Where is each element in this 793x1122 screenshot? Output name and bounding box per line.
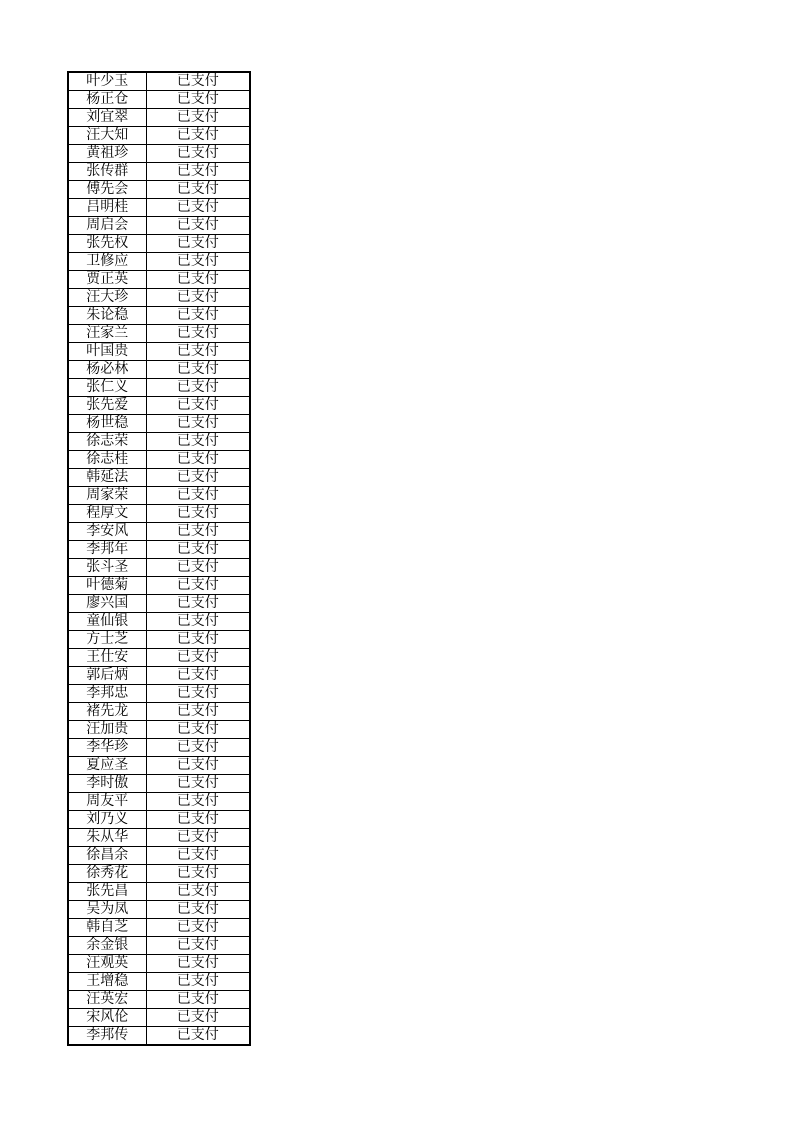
table-row bbox=[68, 1027, 250, 1046]
table-row bbox=[68, 253, 250, 271]
payment-sheet bbox=[67, 71, 249, 1046]
payment-status-cell: 已支付 bbox=[146, 127, 250, 145]
payee-name-cell: 刘宜翠 bbox=[68, 109, 146, 127]
table-row bbox=[68, 667, 250, 685]
table-row bbox=[68, 127, 250, 145]
payee-name-cell: 朱论稳 bbox=[68, 307, 146, 325]
table-row bbox=[68, 793, 250, 811]
table-row bbox=[68, 649, 250, 667]
payment-status-cell: 已支付 bbox=[146, 865, 250, 883]
payee-name-cell: 周启会 bbox=[68, 217, 146, 235]
payee-name-cell: 张先爱 bbox=[68, 397, 146, 415]
table-row bbox=[68, 109, 250, 127]
payment-status-cell: 已支付 bbox=[146, 667, 250, 685]
payment-status-cell: 已支付 bbox=[146, 72, 250, 91]
payment-status-cell: 已支付 bbox=[146, 721, 250, 739]
payment-status-cell: 已支付 bbox=[146, 685, 250, 703]
payment-status-cell: 已支付 bbox=[146, 397, 250, 415]
payment-status-cell: 已支付 bbox=[146, 91, 250, 109]
payee-name-cell: 汪英宏 bbox=[68, 991, 146, 1009]
payee-name-cell: 傅先会 bbox=[68, 181, 146, 199]
payment-status-cell: 已支付 bbox=[146, 739, 250, 757]
payee-name-cell: 张先权 bbox=[68, 235, 146, 253]
table-row bbox=[68, 199, 250, 217]
payment-status-cell: 已支付 bbox=[146, 937, 250, 955]
table-row bbox=[68, 163, 250, 181]
payee-name-cell: 卫修应 bbox=[68, 253, 146, 271]
payee-name-cell: 廖兴国 bbox=[68, 595, 146, 613]
payee-name-cell: 叶少玉 bbox=[68, 72, 146, 91]
payment-status-cell: 已支付 bbox=[146, 379, 250, 397]
table-row bbox=[68, 1009, 250, 1027]
payment-status-cell: 已支付 bbox=[146, 595, 250, 613]
payee-name-cell: 徐昌余 bbox=[68, 847, 146, 865]
payee-name-cell: 张传群 bbox=[68, 163, 146, 181]
table-row bbox=[68, 739, 250, 757]
payee-name-cell: 李时傲 bbox=[68, 775, 146, 793]
payment-status-cell: 已支付 bbox=[146, 253, 250, 271]
payee-name-cell: 徐志桂 bbox=[68, 451, 146, 469]
payee-name-cell: 杨正仓 bbox=[68, 91, 146, 109]
table-row bbox=[68, 919, 250, 937]
table-row bbox=[68, 811, 250, 829]
payment-status-cell: 已支付 bbox=[146, 829, 250, 847]
payment-status-cell: 已支付 bbox=[146, 541, 250, 559]
table-row bbox=[68, 757, 250, 775]
payee-name-cell: 汪大知 bbox=[68, 127, 146, 145]
table-row bbox=[68, 631, 250, 649]
payment-status-cell: 已支付 bbox=[146, 577, 250, 595]
payment-status-cell: 已支付 bbox=[146, 271, 250, 289]
table-row bbox=[68, 541, 250, 559]
payee-name-cell: 叶国贵 bbox=[68, 343, 146, 361]
table-row bbox=[68, 685, 250, 703]
table-row bbox=[68, 91, 250, 109]
payment-status-cell: 已支付 bbox=[146, 181, 250, 199]
payment-status-cell: 已支付 bbox=[146, 199, 250, 217]
payee-name-cell: 李邦年 bbox=[68, 541, 146, 559]
payment-status-cell: 已支付 bbox=[146, 703, 250, 721]
payee-name-cell: 贾正英 bbox=[68, 271, 146, 289]
payee-name-cell: 褚先龙 bbox=[68, 703, 146, 721]
payment-status-cell: 已支付 bbox=[146, 793, 250, 811]
payee-name-cell: 郭后炳 bbox=[68, 667, 146, 685]
table-row bbox=[68, 397, 250, 415]
payee-name-cell: 程厚文 bbox=[68, 505, 146, 523]
payee-name-cell: 汪家兰 bbox=[68, 325, 146, 343]
payee-name-cell: 王仕安 bbox=[68, 649, 146, 667]
payment-status-cell: 已支付 bbox=[146, 559, 250, 577]
table-row bbox=[68, 865, 250, 883]
payee-name-cell: 李邦忠 bbox=[68, 685, 146, 703]
table-row bbox=[68, 487, 250, 505]
payee-name-cell: 余金银 bbox=[68, 937, 146, 955]
payee-name-cell: 李华珍 bbox=[68, 739, 146, 757]
payment-status-cell: 已支付 bbox=[146, 991, 250, 1009]
table-row bbox=[68, 433, 250, 451]
payee-name-cell: 汪观英 bbox=[68, 955, 146, 973]
payment-status-cell: 已支付 bbox=[146, 343, 250, 361]
table-row bbox=[68, 72, 250, 91]
table-row bbox=[68, 991, 250, 1009]
table-row bbox=[68, 883, 250, 901]
payment-status-cell: 已支付 bbox=[146, 415, 250, 433]
payment-status-cell: 已支付 bbox=[146, 433, 250, 451]
payment-status-cell: 已支付 bbox=[146, 451, 250, 469]
table-row bbox=[68, 901, 250, 919]
payment-status-cell: 已支付 bbox=[146, 775, 250, 793]
payment-status-cell: 已支付 bbox=[146, 757, 250, 775]
payment-status-cell: 已支付 bbox=[146, 1009, 250, 1027]
payment-status-cell: 已支付 bbox=[146, 469, 250, 487]
payee-name-cell: 朱从华 bbox=[68, 829, 146, 847]
payee-name-cell: 周家荣 bbox=[68, 487, 146, 505]
payee-name-cell: 童仙银 bbox=[68, 613, 146, 631]
table-row bbox=[68, 721, 250, 739]
payment-status-cell: 已支付 bbox=[146, 973, 250, 991]
table-row bbox=[68, 523, 250, 541]
payee-name-cell: 张仁义 bbox=[68, 379, 146, 397]
table-row bbox=[68, 307, 250, 325]
table-row bbox=[68, 775, 250, 793]
table-row bbox=[68, 217, 250, 235]
payment-status-cell: 已支付 bbox=[146, 811, 250, 829]
table-row bbox=[68, 469, 250, 487]
payment-status-cell: 已支付 bbox=[146, 145, 250, 163]
payment-status-cell: 已支付 bbox=[146, 235, 250, 253]
table-row bbox=[68, 595, 250, 613]
table-row bbox=[68, 847, 250, 865]
payment-status-cell: 已支付 bbox=[146, 901, 250, 919]
payment-status-cell: 已支付 bbox=[146, 109, 250, 127]
payee-name-cell: 黄祖珍 bbox=[68, 145, 146, 163]
table-row bbox=[68, 271, 250, 289]
table-row bbox=[68, 559, 250, 577]
payee-name-cell: 夏应圣 bbox=[68, 757, 146, 775]
payee-name-cell: 徐志荣 bbox=[68, 433, 146, 451]
table-row bbox=[68, 505, 250, 523]
payment-status-cell: 已支付 bbox=[146, 361, 250, 379]
table-row bbox=[68, 829, 250, 847]
table-row bbox=[68, 973, 250, 991]
payment-table-body bbox=[68, 72, 250, 1045]
table-row bbox=[68, 343, 250, 361]
payment-status-cell: 已支付 bbox=[146, 919, 250, 937]
table-row bbox=[68, 145, 250, 163]
payment-status-cell: 已支付 bbox=[146, 325, 250, 343]
table-row bbox=[68, 613, 250, 631]
payee-name-cell: 方士芝 bbox=[68, 631, 146, 649]
table-row bbox=[68, 289, 250, 307]
payee-name-cell: 吴为凤 bbox=[68, 901, 146, 919]
payment-table bbox=[67, 71, 251, 1046]
payee-name-cell: 李邦传 bbox=[68, 1027, 146, 1046]
table-row bbox=[68, 451, 250, 469]
payee-name-cell: 韩延法 bbox=[68, 469, 146, 487]
payment-status-cell: 已支付 bbox=[146, 955, 250, 973]
payee-name-cell: 汪加贵 bbox=[68, 721, 146, 739]
payment-status-cell: 已支付 bbox=[146, 523, 250, 541]
payment-status-cell: 已支付 bbox=[146, 505, 250, 523]
payee-name-cell: 李安风 bbox=[68, 523, 146, 541]
payee-name-cell: 宋风伦 bbox=[68, 1009, 146, 1027]
payment-status-cell: 已支付 bbox=[146, 613, 250, 631]
payment-status-cell: 已支付 bbox=[146, 487, 250, 505]
table-row bbox=[68, 955, 250, 973]
table-row bbox=[68, 415, 250, 433]
payee-name-cell: 杨世稳 bbox=[68, 415, 146, 433]
payment-status-cell: 已支付 bbox=[146, 217, 250, 235]
table-row bbox=[68, 379, 250, 397]
payment-status-cell: 已支付 bbox=[146, 847, 250, 865]
table-row bbox=[68, 937, 250, 955]
payee-name-cell: 徐秀花 bbox=[68, 865, 146, 883]
payee-name-cell: 刘乃义 bbox=[68, 811, 146, 829]
table-row bbox=[68, 703, 250, 721]
payment-status-cell: 已支付 bbox=[146, 883, 250, 901]
payment-status-cell: 已支付 bbox=[146, 649, 250, 667]
table-row bbox=[68, 361, 250, 379]
payee-name-cell: 张斗圣 bbox=[68, 559, 146, 577]
payee-name-cell: 张先昌 bbox=[68, 883, 146, 901]
table-row bbox=[68, 235, 250, 253]
payee-name-cell: 周友平 bbox=[68, 793, 146, 811]
table-row bbox=[68, 325, 250, 343]
payee-name-cell: 韩自芝 bbox=[68, 919, 146, 937]
payee-name-cell: 叶德菊 bbox=[68, 577, 146, 595]
payment-status-cell: 已支付 bbox=[146, 307, 250, 325]
payee-name-cell: 吕明桂 bbox=[68, 199, 146, 217]
payment-status-cell: 已支付 bbox=[146, 631, 250, 649]
payee-name-cell: 汪大珍 bbox=[68, 289, 146, 307]
payee-name-cell: 王增稳 bbox=[68, 973, 146, 991]
payment-status-cell: 已支付 bbox=[146, 163, 250, 181]
payee-name-cell: 杨必林 bbox=[68, 361, 146, 379]
table-row bbox=[68, 577, 250, 595]
payment-status-cell: 已支付 bbox=[146, 289, 250, 307]
table-row bbox=[68, 181, 250, 199]
payment-status-cell: 已支付 bbox=[146, 1027, 250, 1046]
